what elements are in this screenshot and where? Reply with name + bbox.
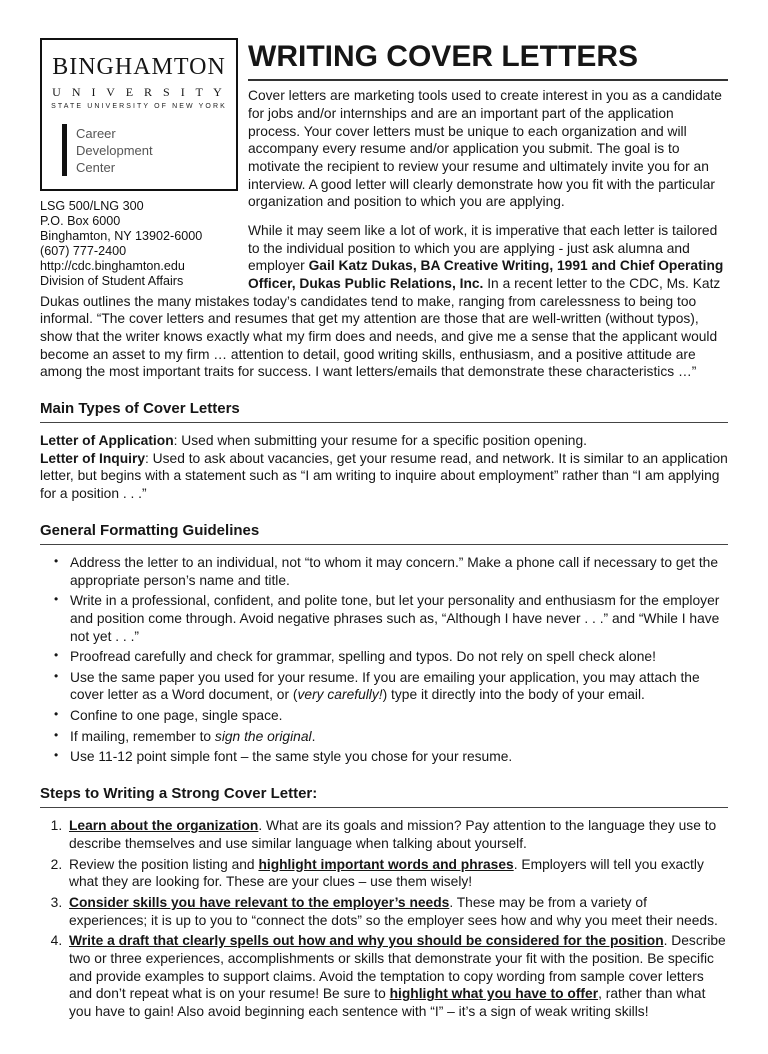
section-heading-steps: Steps to Writing a Strong Cover Letter: (40, 784, 728, 808)
intro-paragraph-2: While it may seem like a lot of work, it is imperative that each letter is tailored to the individual position to which you are applying - just ask alumna and employer Gail Katz Dukas, BA Creative Writing, 1991 and Chief Operating Officer, Dukas Public Relations, Inc. In a recent letter to the CDC, Ms. Katz Dukas outlines the many mistakes today’s candidates tend to make, ranging from carelessness to being too informal. “The cover letters and resumes that get my attention are those that are well-written (without typos), show that the writer knows exactly what my firm does and needs, and give me a sense that the applicant would become an asset to my firm … attention to detail, good writing skills, enthusiasm, and a positive attitude are among the most important traits for success. I want letters/emails that demonstrate these characteristics …” (40, 222, 724, 380)
letterhead (40, 38, 238, 289)
list-item: • Use the same paper you used for your resume. If you are emailing your application, you may attach the cover letter as a Word document, or (very carefully!) type it directly into the body of your email. (70, 669, 728, 704)
section-heading-main-types: Main Types of Cover Letters (40, 399, 728, 423)
step-item: 1. Learn about the organization. What are its goals and mission? Pay attention to the language they use to describe themselves and use similar language when talking about yourself. (66, 817, 728, 852)
address-block (40, 199, 238, 290)
section-formatting-guidelines (40, 521, 728, 766)
career-development-center-mark (62, 124, 230, 177)
letter-of-inquiry-paragraph: Letter of Inquiry: Used to ask about vacancies, get your resume read, and network. It is similar to an application letter, but begins with a statement such as “I am writing to inquire about employment” rather than “I am applying for a position . . .” (40, 450, 728, 502)
address-line: P.O. Box 6000 (40, 213, 121, 228)
binghamton-logo (40, 38, 238, 191)
logo-wordmark: BINGHAMTON (52, 54, 226, 80)
step-item: 3. Consider skills you have relevant to the employer’s needs. These may be from a variety of experiences; it is up to you to “connect the dots” so the employer sees how and why you meet their needs. (66, 894, 728, 929)
logo-university-line: U N I V E R S I T Y (52, 84, 226, 99)
logo-tagline: STATE UNIVERSITY OF NEW YORK (51, 103, 227, 111)
list-item: • Use 11-12 point simple font – the same style you chose for your resume. (70, 748, 728, 766)
list-item: • Proofread carefully and check for grammar, spelling and typos. Do not rely on spell check alone! (70, 648, 728, 666)
logo-vertical-bar (62, 124, 67, 176)
step-item: 4. Write a draft that clearly spells out how and why you should be considered for the position. Describe two or three experiences, accomplishments or skills that demonstrate your fit with the position. Be specific and provide examples to support claims. Avoid the temptation to copy wording from sample cover letters and don’t repeat what is on your resume! Be sure to highlight what you have to offer, rather than what you have to gain! Also avoid beginning each sentence with “I” – it’s a sign of weak writing skills! (66, 932, 728, 1020)
section-steps (40, 784, 728, 1020)
section-main-types (40, 399, 728, 503)
list-item: • Confine to one page, single space. (70, 707, 728, 725)
section-heading-formatting: General Formatting Guidelines (40, 521, 728, 545)
address-line-phone: (607) 777-2400 (40, 244, 127, 259)
page-title: WRITING COVER LETTERS (248, 38, 728, 81)
career-center-line: Center (76, 159, 116, 175)
step-item: 2. Review the position listing and highlight important words and phrases. Employers will tell you exactly what they are looking for. These are your clues – use them wisely! (66, 856, 728, 891)
address-line: Division of Student Affairs (40, 274, 184, 289)
steps-list (40, 817, 728, 1020)
address-line: LSG 500/LNG 300 (40, 198, 144, 213)
career-center-line: Career (76, 126, 116, 142)
list-item: • Write in a professional, confident, and polite tone, but let your personality and enthusiasm for the employer and position come through. Avoid negative phrases such as, “Although I have never . . .” and “While I have not yet . . .” (70, 592, 728, 645)
address-line: Binghamton, NY 13902-6000 (40, 228, 203, 243)
address-line-url: http://cdc.binghamton.edu (40, 259, 185, 274)
letter-of-application-paragraph: Letter of Application: Used when submitting your resume for a specific position opening. (40, 433, 587, 449)
list-item: • If mailing, remember to sign the original. (70, 728, 728, 746)
career-center-line: Development (76, 142, 153, 158)
formatting-guidelines-list (40, 554, 728, 766)
list-item: • Address the letter to an individual, not “to whom it may concern.” Make a phone call if necessary to get the appropriate person’s name and title. (70, 554, 728, 589)
intro-paragraph-1: Cover letters are marketing tools used to create interest in you as a candidate for jobs and/or internships and are an important part of the application process. Your cover letters must be unique to each organization and will accompany every resume and/or application you submit. The goal is to motivate the recipient to review your resume and ultimately invite you for an interview. A good letter will clearly demonstrate how you fit with the particular organization and position to which you are applying. (248, 88, 722, 210)
career-center-lines (76, 124, 153, 177)
